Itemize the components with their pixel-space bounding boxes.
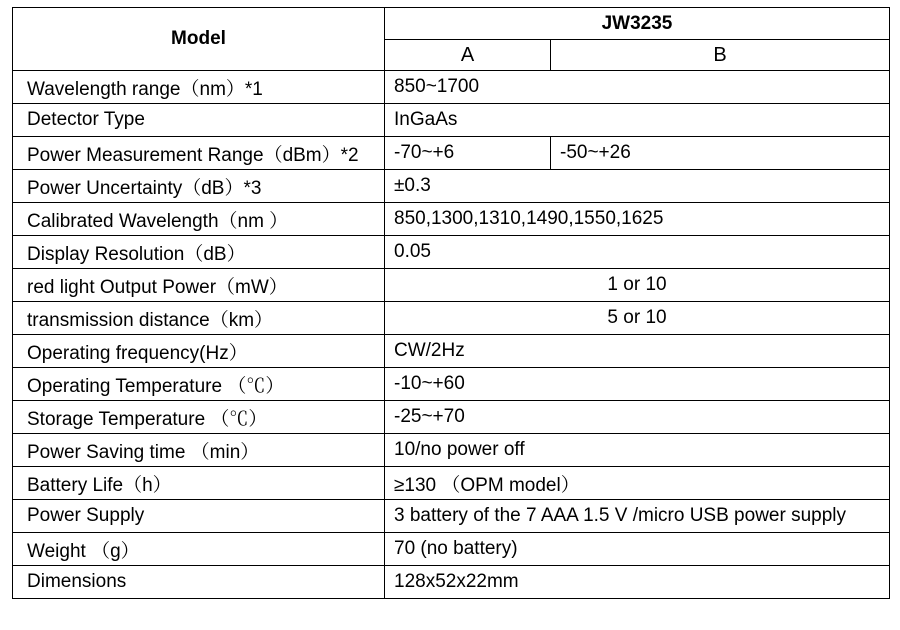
- row-value: 5 or 10: [385, 302, 890, 335]
- row-value: ±0.3: [385, 170, 890, 203]
- table-row: [13, 533, 890, 566]
- model-header: Model: [13, 8, 385, 71]
- variant-b-header: B: [551, 40, 890, 71]
- table-row: [13, 566, 890, 599]
- row-label: Power Supply: [13, 500, 385, 533]
- row-value: 0.05: [385, 236, 890, 269]
- row-label: Operating frequency(Hz）: [13, 335, 385, 368]
- row-value: 850~1700: [385, 71, 890, 104]
- row-label: Display Resolution（dB）: [13, 236, 385, 269]
- row-label: Wavelength range（nm）*1: [13, 71, 385, 104]
- row-value: -10~+60: [385, 368, 890, 401]
- row-value: 1 or 10: [385, 269, 890, 302]
- table-header-row: [13, 8, 890, 40]
- table-row: [13, 335, 890, 368]
- row-label: transmission distance（km）: [13, 302, 385, 335]
- table-row: [13, 434, 890, 467]
- table-row: [13, 71, 890, 104]
- row-label: Dimensions: [13, 566, 385, 599]
- row-label: red light Output Power（mW）: [13, 269, 385, 302]
- row-value: -25~+70: [385, 401, 890, 434]
- row-label: Power Uncertainty（dB）*3: [13, 170, 385, 203]
- variant-a-header: A: [385, 40, 551, 71]
- row-value: 70 (no battery): [385, 533, 890, 566]
- table-row: [13, 170, 890, 203]
- row-value-a: -70~+6: [385, 137, 551, 170]
- table-row: [13, 500, 890, 533]
- table-row: [13, 137, 890, 170]
- table-row: [13, 401, 890, 434]
- row-label: Detector Type: [13, 104, 385, 137]
- table-row: [13, 368, 890, 401]
- row-label: Weight （g）: [13, 533, 385, 566]
- table-row: [13, 302, 890, 335]
- table-row: [13, 269, 890, 302]
- row-value: CW/2Hz: [385, 335, 890, 368]
- row-value: 128x52x22mm: [385, 566, 890, 599]
- row-label: Power Saving time （min）: [13, 434, 385, 467]
- row-label: Power Measurement Range（dBm）*2: [13, 137, 385, 170]
- row-value: 10/no power off: [385, 434, 890, 467]
- row-value: 3 battery of the 7 AAA 1.5 V /micro USB power supply: [385, 500, 890, 533]
- table-row: [13, 104, 890, 137]
- row-value: 850,1300,1310,1490,1550,1625: [385, 203, 890, 236]
- row-label: Battery Life（h）: [13, 467, 385, 500]
- product-header: JW3235: [385, 8, 890, 40]
- spec-table: [12, 7, 890, 599]
- row-value: ≥130 （OPM model）: [385, 467, 890, 500]
- table-row: [13, 467, 890, 500]
- row-label: Storage Temperature （℃）: [13, 401, 385, 434]
- row-label: Calibrated Wavelength（nm ）: [13, 203, 385, 236]
- row-label: Operating Temperature （℃）: [13, 368, 385, 401]
- table-row: [13, 236, 890, 269]
- row-value-b: -50~+26: [551, 137, 890, 170]
- table-row: [13, 203, 890, 236]
- row-value: InGaAs: [385, 104, 890, 137]
